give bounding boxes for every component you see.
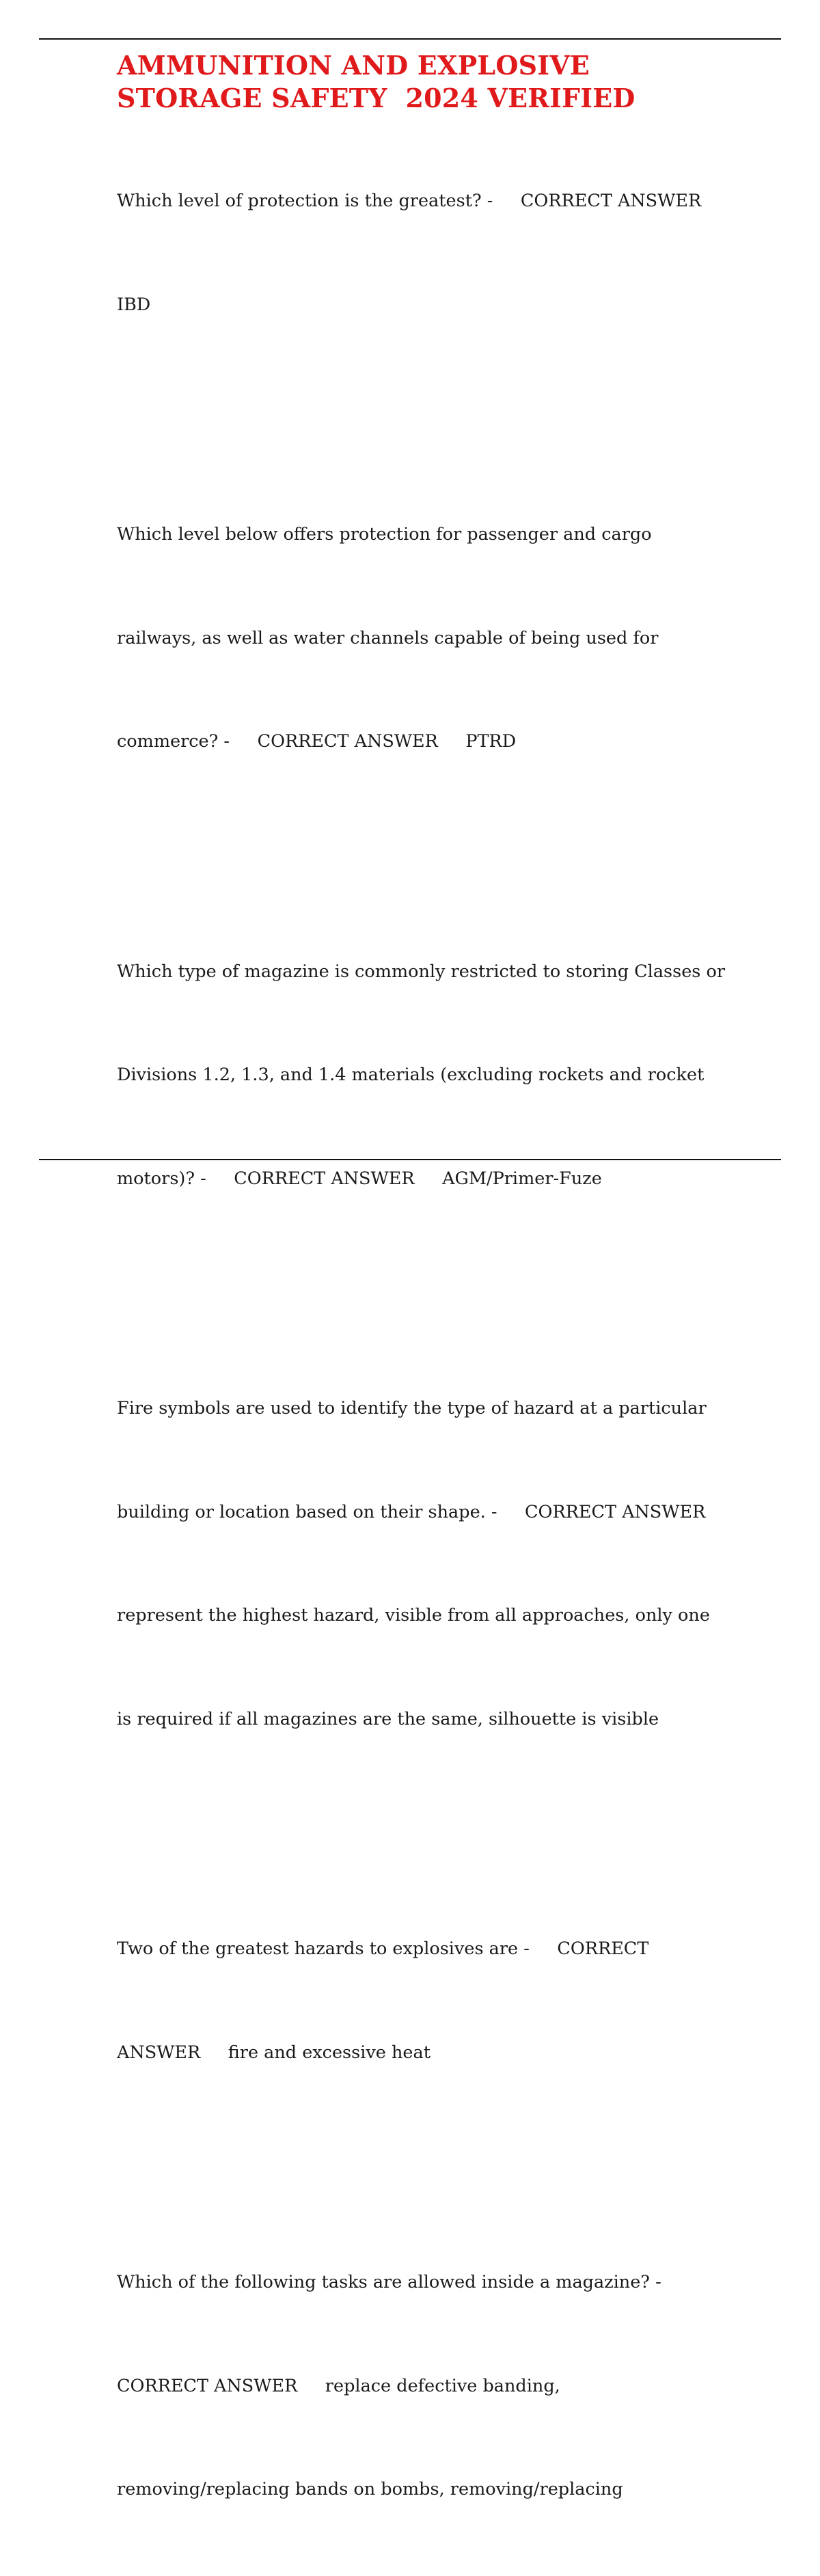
qa-line: motors)? - CORRECT ANSWER AGM/Primer-Fuze (117, 1168, 602, 1189)
bottom-rule (39, 1159, 781, 1160)
qa-line: Two of the greatest hazards to explosives are - CORRECT (117, 1938, 649, 1959)
qa-line: Which type of magazine is commonly restricted to storing Classes or (117, 961, 726, 982)
qa-line: represent the highest hazard, visible from all approaches, only one (117, 1605, 710, 1626)
qa-line: ANSWER fire and excessive heat (117, 2042, 430, 2063)
qa-item (117, 886, 732, 1265)
qa-item (117, 1322, 732, 1805)
qa-line: Divisions 1.2, 1.3, and 1.4 materials (excluding rockets and rocket (117, 1065, 705, 1085)
qa-line: IBD (117, 294, 151, 315)
qa-line: is required if all magazines are the same, silhouette is visible (117, 1708, 659, 1729)
title-line: AMMUNITION AND EXPLOSIVE (117, 50, 590, 81)
title-line: STORAGE SAFETY 2024 VERIFIED (117, 83, 636, 113)
qa-line: Which level of protection is the greatest? - CORRECT ANSWER (117, 191, 702, 211)
qa-line: Fire symbols are used to identify the type of hazard at a particular (117, 1398, 707, 1419)
qa-item (117, 448, 732, 828)
qa-line: building or location based on their shape. - CORRECT ANSWER (117, 1501, 706, 1522)
document-title (117, 49, 732, 115)
qa-line: CORRECT ANSWER replace defective banding, (117, 2375, 560, 2396)
qa-list (117, 115, 732, 2576)
qa-line: railways, as well as water channels capable of being used for (117, 627, 659, 648)
qa-item (117, 1863, 732, 2139)
top-rule (39, 38, 781, 40)
qa-line: commerce? - CORRECT ANSWER PTRD (117, 731, 517, 752)
qa-line: removing/replacing bands on bombs, removing/replacing (117, 2479, 623, 2499)
qa-line: Which of the following tasks are allowed inside a magazine? - (117, 2272, 661, 2292)
qa-item (117, 2196, 732, 2576)
document-body (117, 49, 732, 2576)
qa-item (117, 115, 732, 391)
qa-line: Which level below offers protection for passenger and cargo (117, 524, 652, 545)
